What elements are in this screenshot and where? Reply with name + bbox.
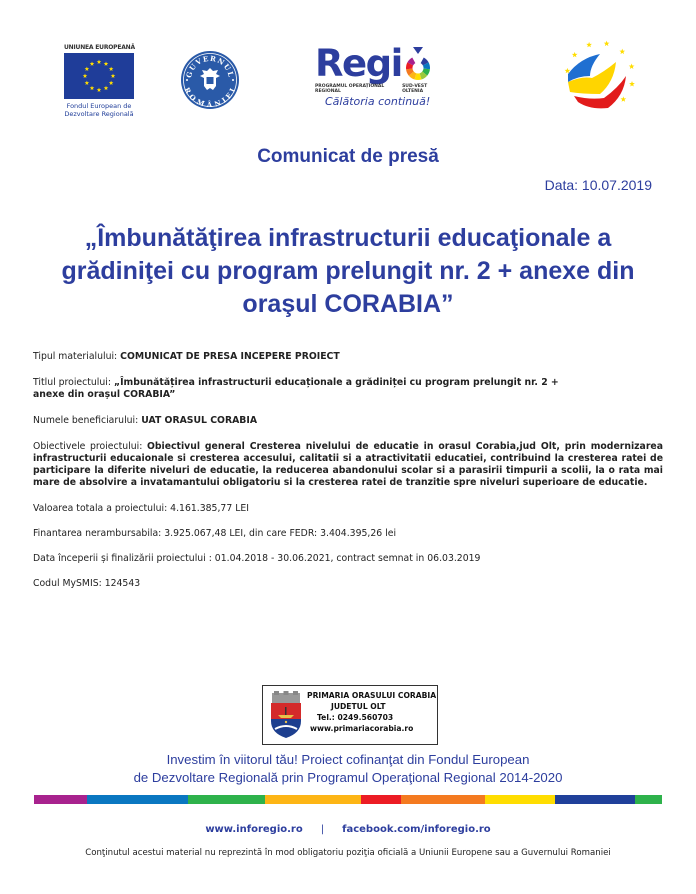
corabia-coat-of-arms-icon [269,691,303,739]
color-bar-segment [361,795,401,804]
color-bar-segment [555,795,635,804]
color-bar-segment [635,795,662,804]
footer-links [0,824,696,835]
regio-tagline: Călătoria continuă! [325,95,431,108]
color-bar-segment [34,795,87,804]
eu-star-icon [104,86,109,90]
beneficiary-label: Numele beneficiarului: [33,415,142,426]
title-line-3: oraşul CORABIA” [242,290,454,318]
romania-emblem-logo [560,36,640,116]
gov-text-top: GUVERNUL [184,53,236,79]
eu-star-icon [90,61,95,65]
cofinancing-statement [0,751,696,787]
eu-star-icon [97,88,102,92]
cofinancing-line-2: de Dezvoltare Regională prin Programul Operaţional Regional 2014-2020 [133,770,563,785]
eu-star-icon [85,81,90,85]
regio-wordmark: Regi [315,42,402,85]
disclaimer: Conţinutul acestui material nu reprezintă în mod obligatoriu poziţia oficială a Uniunii Europene sau a Guvernului Romaniei [85,848,611,858]
romania-swoosh-icon [560,36,640,116]
emblem-star-icon [572,52,578,57]
eu-star-icon [104,61,109,65]
title-line-2: grădiniţei cu program prelungit nr. 2 + anexe din [61,257,635,285]
project-title-label: Titlul proiectului: [33,377,114,388]
color-bar-segment [401,795,485,804]
material-type-label: Tipul materialului: [33,351,121,362]
project-title-value: „Îmbunătățirea infrastructurii educaționale a grădiniței cu program prelungit nr. 2 + anexe din orașul CORABIA” [33,377,559,400]
eu-star-icon [85,67,90,71]
facebook-link[interactable]: facebook.com/inforegio.ro [342,824,491,835]
gov-text-bottom: ROMÂNIEI [182,85,238,110]
material-type-row [33,351,663,363]
beneficiary-value: UAT ORASUL CORABIA [141,415,258,426]
emblem-star-icon [586,42,592,47]
link-separator: | [320,824,325,835]
eu-subtitle-line1: Fondul European de [66,102,132,110]
emblem-star-icon [604,41,610,46]
eu-star-icon [83,74,88,78]
color-bar-segment [485,795,555,804]
objectives-row [33,441,663,489]
color-bar-segment [265,795,362,804]
title-line-1: „Îmbunătăţirea infrastructurii educaţionale a [84,224,612,252]
regio-subline [315,84,445,94]
total-value: Valoarea totala a proiectului: 4.161.385,77 LEI [33,503,250,514]
color-bar-segment [188,795,265,804]
eu-flag-icon [64,53,134,99]
eu-subtitle-line2: Dezvoltare Regională [64,110,134,118]
government-seal-icon [180,50,240,110]
objectives-label: Obiectivele proiectului: [33,441,147,452]
regio-program-text: PROGRAMUL OPERAȚIONAL REGIONAL [315,84,385,94]
stamp-line-3: Tel.: 0249.560703 [317,713,394,722]
eu-logo-label: UNIUNEA EUROPEANĂ [64,44,135,51]
regio-color-bar [34,795,662,804]
funding-value: Finantarea nerambursabila: 3.925.067,48 LEI, din care FEDR: 3.404.395,26 lei [33,528,397,539]
stamp-line-1: PRIMARIA ORASULUI CORABIA [307,691,437,700]
eu-logo-subtitle [64,102,134,118]
emblem-star-icon [619,49,625,54]
eu-star-icon [109,81,114,85]
objectives-value: Obiectivul general Cresterea nivelului de educatie in orasul Corabia,jud Olt, prin modernizarea infrastructurii educaionale si cresterea accesului, calitatii si a atractivitatii educatiei, contribuind la cresterea ratei de participare la diferite niveluri de educatie, la reducerea abandonului scolar si a parasirii timpurii a scolii, la o rata mai mare de absolvire a invatamantului obligatoriu si la cresterea ratei de tranzitie spre niveluri superioare de educatie. [33,441,663,488]
eu-logo [64,44,140,118]
emblem-star-icon [620,96,626,101]
eu-star-icon [109,67,114,71]
emblem-star-icon [629,81,635,86]
primaria-stamp [262,685,438,745]
stamp-text [307,690,436,734]
project-title-row [33,377,593,401]
color-bar-segment [87,795,187,804]
project-title [40,222,656,321]
eu-stars-icon [64,53,134,99]
cofinancing-line-1: Investim în viitorul tău! Proiect cofinanţat din Fondul European [166,752,530,767]
project-dates: Data începerii și finalizării proiectului : 01.04.2018 - 30.06.2021, contract semnat in 06.03.2019 [33,553,481,564]
regio-logo [315,44,455,119]
mysmis-code: Codul MySMIS: 124543 [33,578,141,589]
government-logo [180,50,240,110]
regio-color-wheel-icon [403,47,433,81]
release-date: Data: 10.07.2019 [544,177,652,193]
regio-region-text: SUD-VEST OLTENIA [402,84,428,94]
emblem-star-icon [629,64,635,69]
beneficiary-row [33,415,663,427]
stamp-line-4: www.primariacorabia.ro [310,724,414,733]
eu-star-icon [111,74,116,78]
stamp-line-2: JUDETUL OLT [331,702,386,711]
material-type-value: COMUNICAT DE PRESA INCEPERE PROIECT [120,351,340,362]
eu-star-icon [97,60,102,64]
website-link[interactable]: www.inforegio.ro [205,824,303,835]
eu-star-icon [90,86,95,90]
page-heading: Comunicat de presă [257,146,439,167]
